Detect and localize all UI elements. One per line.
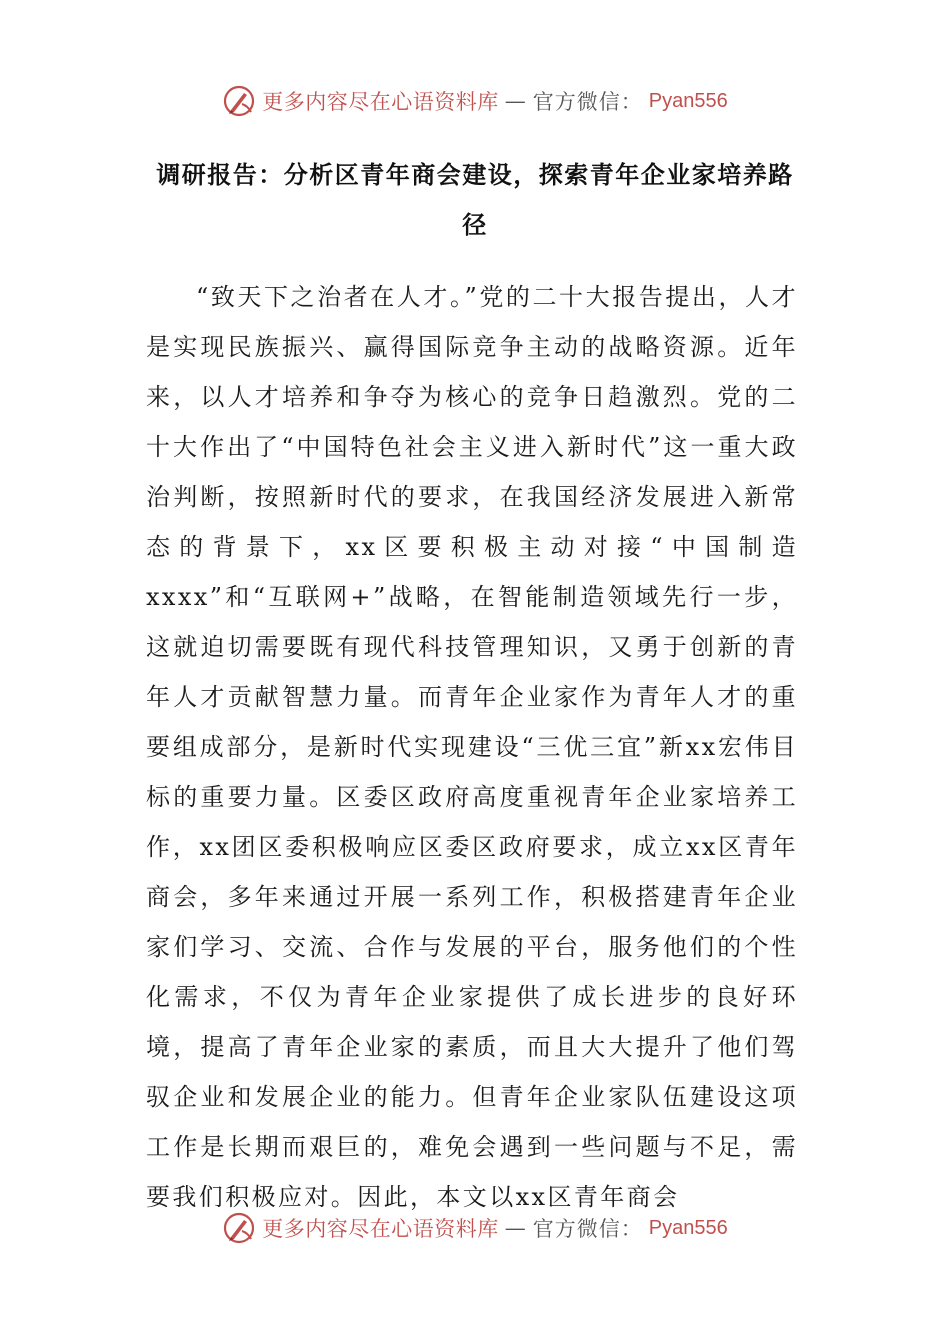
banner-site-name: 更多内容尽在心语资料库 <box>262 90 499 114</box>
pen-logo-icon <box>222 84 256 118</box>
banner-official-label: 官方微信： <box>532 90 643 114</box>
banner-wechat-id: Pyan556 <box>648 89 728 112</box>
footer-site-name: 更多内容尽在心语资料库 <box>262 1217 499 1241</box>
footer-official-label: 官方微信： <box>532 1217 643 1241</box>
header-banner <box>0 84 950 118</box>
footer-wechat-id: Pyan556 <box>648 1216 728 1239</box>
document-title: 调研报告：分析区青年商会建设，探索青年企业家培养路径 <box>156 161 794 239</box>
banner-dash: — <box>504 89 527 113</box>
document-paragraph: “致天下之治者在人才。”党的二十大报告提出，人才是实现民族振兴、赢得国际竞争主动的战略资源。近年来，以人才培养和争夺为核心的竞争日趋激烈。党的二十大作出了“中国特色社会主义进入新时代”这一重大政治判断，按照新时代的要求，在我国经济发展进入新常态的背景下，xx区要积极主动对接“中国制造xxxx”和“互联网+”战略，在智能制造领域先行一步，这就迫切需要既有现代科技管理知识，又勇于创新的青年人才贡献智慧力量。而青年企业家作为青年人才的重要组成部分，是新时代实现建设“三优三宜”新xx宏伟目标的重要力量。区委区政府高度重视青年企业家培养工作，xx团区委积极响应区委区政府要求，成立xx区青年商会，多年来通过开展一系列工作，积极搭建青年企业家们学习、交流、合作与发展的平台，服务他们的个性化需求，不仅为青年企业家提供了成长进步的良好环境，提高了青年企业家的素质，而且大大提升了他们驾驭企业和发展企业的能力。但青年企业家队伍建设这项工作是长期而艰巨的，难免会遇到一些问题与不足，需要我们积极应对。因此，本文以xx区青年商会 <box>146 283 798 1211</box>
footer-banner <box>0 1211 950 1245</box>
footer-dash: — <box>504 1216 527 1240</box>
pen-logo-icon <box>222 1211 256 1245</box>
